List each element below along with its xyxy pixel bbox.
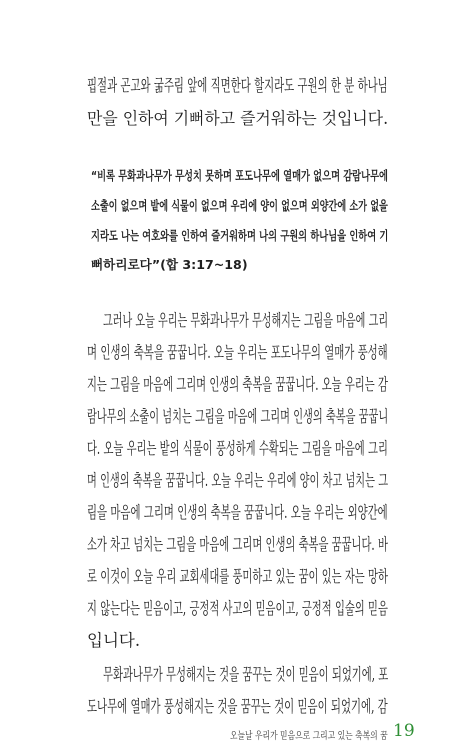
body2-line-2: 도나무에 열매가 풍성해지는 것을 꿈꾸는 것이 믿음이 되었기에, 감: [87, 697, 388, 716]
body-line-6: 며 인생의 축복을 꿈꿉니다. 오늘 우리는 우리에 양이 차고 넘치는 그: [87, 471, 389, 490]
intro-line-1: 핍절과 곤고와 굶주림 앞에 직면한다 할지라도 구원의 한 분 하나님: [87, 76, 388, 95]
body-line-1: 그러나 오늘 우리는 무화과나무가 무성해지는 그림을 마음에 그리: [103, 311, 389, 330]
body-line-4: 람나무의 소출이 넘치는 그림을 마음에 그리며 인생의 축복을 꿈꿉니: [87, 407, 389, 426]
body-line-8: 소가 차고 넘치는 그림을 마음에 그리며 인생의 축복을 꿈꿉니다. 바: [87, 535, 388, 554]
body2-line-1: 무화과나무가 무성해지는 것을 꿈꾸는 것이 믿음이 되었기에, 포: [103, 665, 389, 684]
body-line-2: 며 인생의 축복을 꿈꿉니다. 오늘 우리는 포도나무의 열매가 풍성해: [87, 343, 388, 362]
quote-line-2: 소출이 없으며 밭에 식물이 없으며 우리에 양이 없으며 외양간에 소가 없을: [91, 198, 388, 213]
body-line-10: 지 않는다는 믿음이고, 긍정적 사고의 믿음이고, 긍정적 입술의 믿음: [87, 599, 388, 618]
running-title: 오늘날 우리가 믿음으로 그리고 있는 축복의 꿈: [230, 731, 388, 742]
body-line-7: 림을 마음에 그리며 인생의 축복을 꿈꿉니다. 오늘 우리는 외양간에: [87, 503, 388, 522]
body-line-9: 로 이것이 오늘 우리 교회세대를 풍미하고 있는 꿈이 있는 자는 망하: [87, 567, 388, 586]
body-line-5: 다. 오늘 우리는 밭의 식물이 풍성하게 수확되는 그림을 마음에 그리: [87, 439, 388, 458]
quote-line-1: “비록 무화과나무가 무성치 못하며 포도나무에 열매가 없으며 감람나무에: [91, 168, 388, 183]
body-line-11: 입니다.: [87, 631, 141, 650]
page-number: 19: [393, 721, 415, 741]
intro-line-2: 만을 인하여 기뻐하고 즐거워하는 것입니다.: [87, 109, 389, 128]
quote-line-3: 지라도 나는 여호와를 인하여 즐거워하며 나의 구원의 하나님을 인하여 기: [91, 228, 389, 243]
quote-line-4: 뻐하리로다”(합 3:17~18): [91, 257, 248, 272]
body-line-3: 지는 그림을 마음에 그리며 인생의 축복을 꿈꿉니다. 오늘 우리는 감: [87, 375, 388, 394]
